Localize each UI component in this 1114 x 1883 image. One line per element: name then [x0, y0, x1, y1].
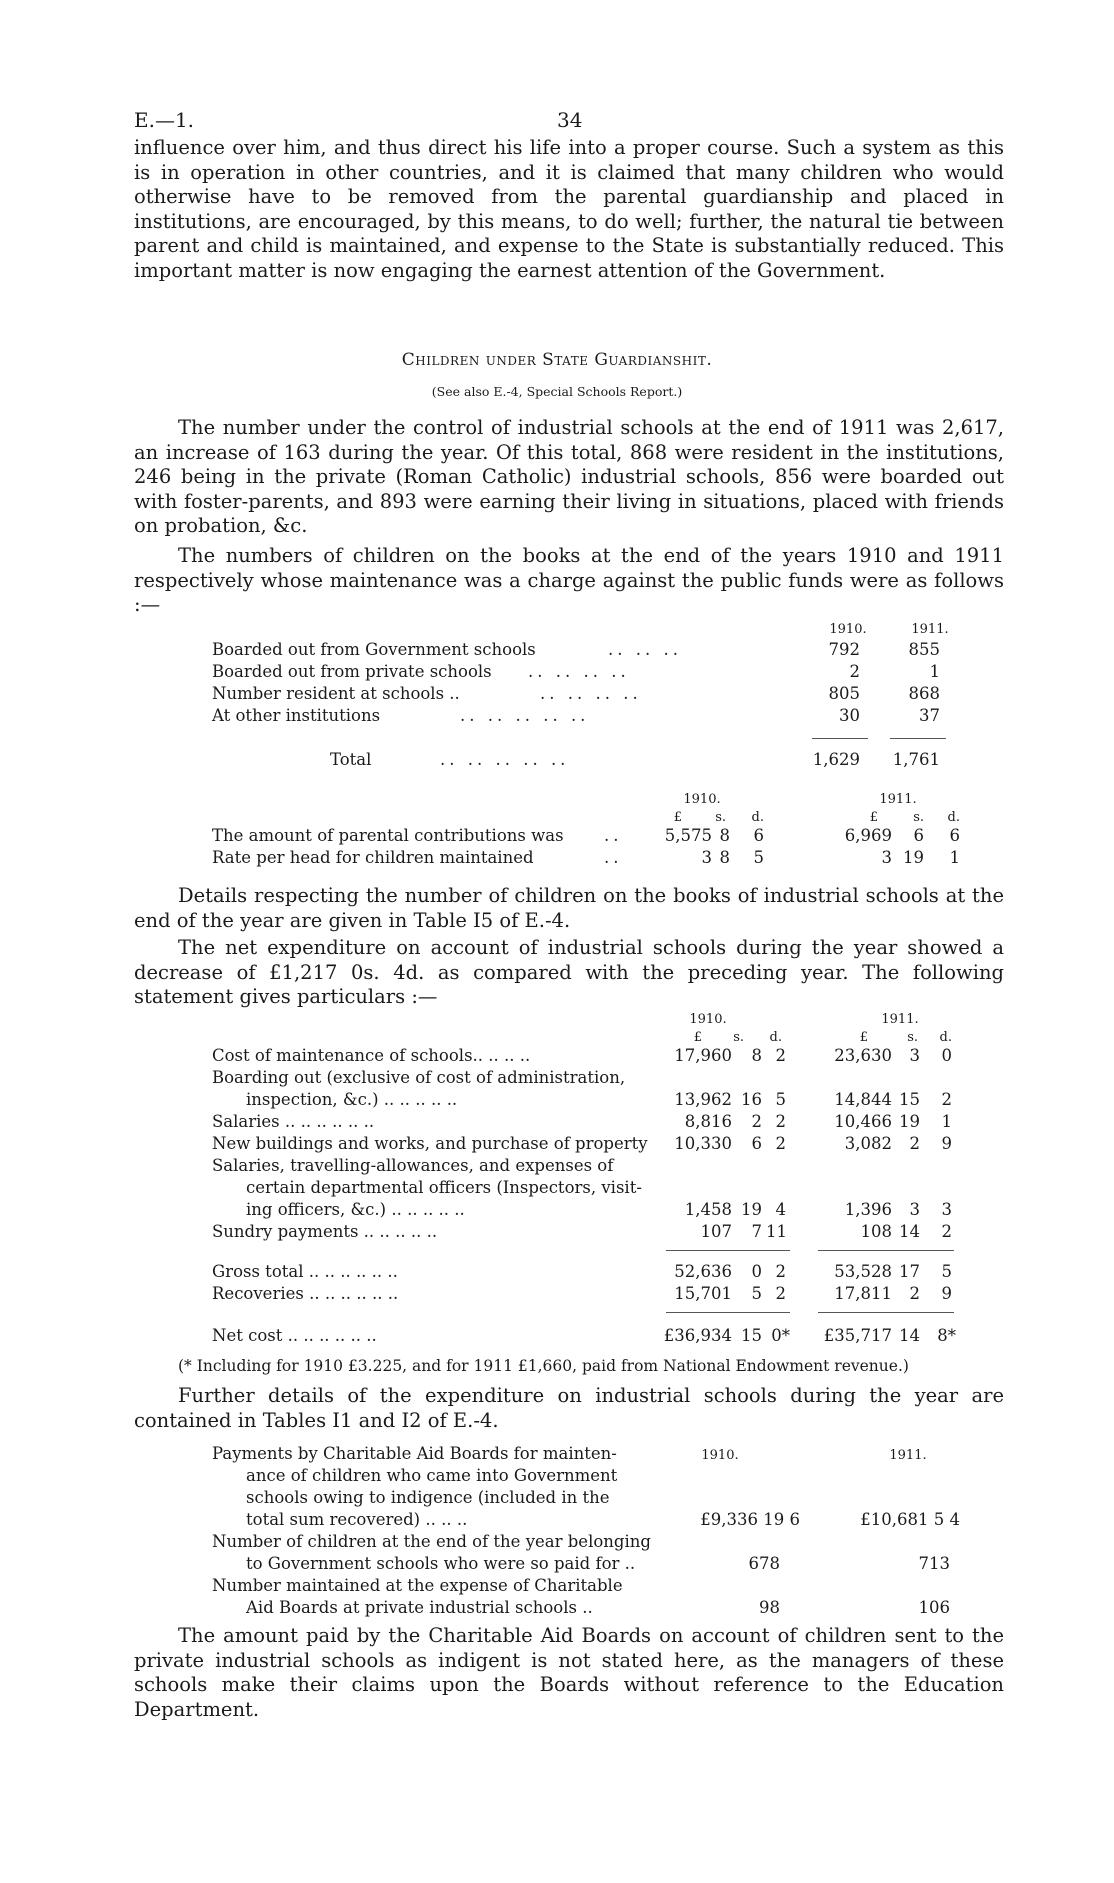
table3-gross-label: Gross total .. .. .. .. .. ..: [212, 1262, 398, 1281]
table4-value-1911: 106: [918, 1598, 950, 1617]
table2-value-1910: 3: [701, 848, 712, 867]
table3-row-label: Cost of maintenance of schools.. .. .. ..: [212, 1046, 531, 1065]
paragraph-details: [134, 884, 1004, 933]
table3-value-1911: 2: [909, 1134, 920, 1153]
table3-year-1911: 1911.: [881, 1012, 919, 1027]
table1-value-1911: 868: [908, 684, 940, 703]
table2-value-1910: 8: [719, 848, 730, 867]
table3-value-1911: 2: [941, 1090, 952, 1109]
table4-year-1910: 1910.: [701, 1448, 739, 1463]
table1-total-1911: 1,761: [892, 750, 940, 769]
table1-value-1910: 2: [849, 662, 860, 681]
table2-shilling-1910: s.: [715, 810, 726, 825]
paragraph-details-text: Details respecting the number of children on the books of industrial schools at the end of the year are given in Table I5 of E.-4.: [134, 884, 1004, 932]
table2-pound-1910: £: [673, 810, 682, 825]
footnote: (* Including for 1910 £3.225, and for 1911 £1,660, paid from National Endowment revenue.): [178, 1357, 909, 1375]
table1-total-dots: .. .. .. .. ..: [440, 750, 570, 769]
table3-net-1911: 8*: [937, 1326, 956, 1345]
table3-value-1910: 8,816: [684, 1112, 732, 1131]
table3-net-rule: [818, 1312, 954, 1313]
table3-value-1910: 2: [775, 1134, 786, 1153]
table1-row-label: Boarded out from private schools: [212, 662, 492, 681]
table3-recoveries-label: Recoveries .. .. .. .. .. ..: [212, 1284, 399, 1303]
table3-row-label: New buildings and works, and purchase of property: [212, 1134, 648, 1153]
table4-value-1910: 678: [748, 1554, 780, 1573]
table3-net-1910: 0*: [771, 1326, 790, 1345]
paragraph-numbers-text: The number under the control of industrial schools at the end of 1911 was 2,617, an increase of 163 during the year. Of this total, 868 were resident in the institutions, 246 being in the private (Roman Catholic) industrial schools, 856 were boarded out with foster-parents, and 893 were earning their living in situations, placed with friends on probation, &c.: [134, 416, 1004, 537]
table3-value-1910: 2: [751, 1112, 762, 1131]
table2-value-1911: 6: [949, 826, 960, 845]
table1-row-dots: .. .. .. ..: [528, 662, 630, 681]
table3-recoveries-1911: 9: [941, 1284, 952, 1303]
table1-row-dots: .. .. ..: [608, 640, 682, 659]
table1-row-label: Boarded out from Government schools: [212, 640, 536, 659]
table2-value-1910: 8: [719, 826, 730, 845]
table2-row-dots: ..: [604, 848, 623, 867]
table2-value-1911: 6: [913, 826, 924, 845]
table3-row-label: Salaries .. .. .. .. .. ..: [212, 1112, 375, 1131]
paragraph-further-details-text: Further details of the expenditure on industrial schools during the year are contained in Tables I1 and I2 of E.-4.: [134, 1384, 1004, 1432]
table3-gross-rule: [818, 1250, 954, 1251]
table3-gross-1910: 0: [751, 1262, 762, 1281]
page-number: 34: [557, 108, 583, 132]
table2-row-label: The amount of parental contributions was: [212, 826, 564, 845]
table2-value-1910: 6: [753, 826, 764, 845]
table4-row-label: schools owing to indigence (included in the: [246, 1488, 610, 1507]
table3-gross-1910: 52,636: [674, 1262, 732, 1281]
table3-value-1911: 3: [909, 1200, 920, 1219]
table3-pence-1911: d.: [939, 1030, 952, 1045]
table3-row-label: Sundry payments .. .. .. .. ..: [212, 1222, 438, 1241]
table3-net-label: Net cost .. .. .. .. .. ..: [212, 1326, 377, 1345]
table3-gross-1910: 2: [775, 1262, 786, 1281]
table3-recoveries-1910: 5: [751, 1284, 762, 1303]
table3-value-1911: 23,630: [834, 1046, 892, 1065]
table3-value-1910: 7: [751, 1222, 762, 1241]
table3-value-1910: 2: [775, 1046, 786, 1065]
table4-value-1910: 98: [759, 1598, 780, 1617]
table3-recoveries-1910: 2: [775, 1284, 786, 1303]
paragraph-numbers: [134, 416, 1004, 539]
table1-value-1910: 792: [828, 640, 860, 659]
table3-value-1911: 3: [909, 1046, 920, 1065]
table2-pence-1910: d.: [751, 810, 764, 825]
table3-value-1911: 9: [941, 1134, 952, 1153]
table3-value-1910: 1,458: [684, 1200, 732, 1219]
paragraph-further-details: [134, 1384, 1004, 1433]
table1-total-rule: [812, 738, 868, 739]
table3-value-1911: 3: [941, 1200, 952, 1219]
table2-pence-1911: d.: [947, 810, 960, 825]
table3-value-1910: 6: [751, 1134, 762, 1153]
table3-value-1911: 19: [899, 1112, 920, 1131]
table3-recoveries-1911: 17,811: [834, 1284, 892, 1303]
paragraph-intro: influence over him, and thus direct his life into a proper course. Such a system as this is in operation in other countries, and it is claimed that many children who would otherwise have to be removed from the parental guardianship and placed in institutions, are encouraged, by this means, to do well; further, the natural tie between parent and child is maintained, and expense to the State is substantially reduced. This important matter is now engaging the earnest attention of the Government.: [134, 136, 1004, 282]
table3-value-1910: 19: [741, 1200, 762, 1219]
paragraph-charitable-boards-text: The amount paid by the Charitable Aid Boards on account of children sent to the private industrial schools as indigent is not stated here, as the managers of these schools make their claims upon the Boards without reference to the Education Department.: [134, 1624, 1004, 1721]
table4-value-1910: £9,336 19 6: [700, 1510, 800, 1529]
table3-shilling-1910: s.: [733, 1030, 744, 1045]
table1-total-rule: [890, 738, 946, 739]
section-subheading: (See also E.-4, Special Schools Report.): [431, 384, 683, 399]
table3-net-1911: 14: [899, 1326, 920, 1345]
paragraph-expenditure: [134, 936, 1004, 1010]
table2-row-dots: ..: [604, 826, 623, 845]
table3-gross-1911: 5: [941, 1262, 952, 1281]
table3-value-1911: 1: [941, 1112, 952, 1131]
paragraph-expenditure-text: The net expenditure on account of industrial schools during the year showed a decrease of £1,217 0s. 4d. as compared with the preceding year. The following statement gives particulars :—: [134, 936, 1004, 1008]
table3-value-1911: 10,466: [834, 1112, 892, 1131]
table1-year-1910: 1910.: [829, 622, 867, 637]
table4-row-label: to Government schools who were so paid for ..: [246, 1554, 636, 1573]
document-code: E.—1.: [134, 108, 195, 132]
table2-pound-1911: £: [869, 810, 878, 825]
table3-value-1910: 16: [741, 1090, 762, 1109]
table3-row-label: Salaries, travelling-allowances, and expenses of: [212, 1156, 614, 1175]
table3-net-1911: £35,717: [823, 1326, 892, 1345]
table1-row-dots: .. .. .. ..: [540, 684, 642, 703]
table4-value-1911: £10,681 5 4: [860, 1510, 960, 1529]
table1-value-1910: 30: [839, 706, 860, 725]
table3-pound-1910: £: [693, 1030, 702, 1045]
table4-year-1911: 1911.: [889, 1448, 927, 1463]
table1-total-1910: 1,629: [812, 750, 860, 769]
table3-value-1911: 14: [899, 1222, 920, 1241]
table2-value-1911: 19: [903, 848, 924, 867]
table3-net-1910: £36,934: [663, 1326, 732, 1345]
table3-shilling-1911: s.: [907, 1030, 918, 1045]
table4-row-label: Aid Boards at private industrial schools ..: [246, 1598, 593, 1617]
table2-row-label: Rate per head for children maintained: [212, 848, 534, 867]
table1-value-1911: 855: [908, 640, 940, 659]
table3-gross-rule: [666, 1250, 790, 1251]
table2-value-1910: 5,575: [664, 826, 712, 845]
paragraph-maintenance-text: The numbers of children on the books at the end of the years 1910 and 1911 respectively whose maintenance was a charge against the public funds were as follows :—: [134, 544, 1004, 616]
table4-row-label: ance of children who came into Government: [246, 1466, 618, 1485]
table1-value-1911: 1: [929, 662, 940, 681]
table3-recoveries-1910: 15,701: [674, 1284, 732, 1303]
table2-year-1910: 1910.: [683, 792, 721, 807]
table2-value-1911: 6,969: [844, 826, 892, 845]
table3-row-label: certain departmental officers (Inspectors, visit-: [246, 1178, 642, 1197]
table3-value-1911: 15: [899, 1090, 920, 1109]
table4-row-label: Payments by Charitable Aid Boards for mainten-: [212, 1444, 617, 1463]
paragraph-maintenance: [134, 544, 1004, 618]
table4-value-1911: 713: [918, 1554, 950, 1573]
table1-year-1911: 1911.: [911, 622, 949, 637]
table3-gross-1911: 17: [899, 1262, 920, 1281]
table3-row-label: inspection, &c.) .. .. .. .. ..: [246, 1090, 458, 1109]
table3-row-label: Boarding out (exclusive of cost of administration,: [212, 1068, 626, 1087]
table1-value-1911: 37: [919, 706, 940, 725]
table2-value-1910: 5: [753, 848, 764, 867]
table3-value-1911: 3,082: [844, 1134, 892, 1153]
table3-value-1911: 1,396: [844, 1200, 892, 1219]
table1-row-label: At other institutions: [212, 706, 381, 725]
table2-value-1911: 3: [881, 848, 892, 867]
paragraph-charitable-boards: [134, 1624, 1004, 1722]
table3-net-rule: [666, 1312, 790, 1313]
table3-value-1911: 0: [941, 1046, 952, 1065]
table3-value-1911: 14,844: [834, 1090, 892, 1109]
table4-row-label: Number of children at the end of the year belonging: [212, 1532, 651, 1551]
table3-value-1910: 13,962: [674, 1090, 732, 1109]
table1-row-dots: .. .. .. .. ..: [460, 706, 590, 725]
table3-value-1911: 2: [941, 1222, 952, 1241]
table3-value-1910: 17,960: [674, 1046, 732, 1065]
table2-shilling-1911: s.: [913, 810, 924, 825]
table3-value-1910: 11: [766, 1222, 787, 1241]
table3-value-1911: 108: [860, 1222, 892, 1241]
section-heading: Children under State Guardianshit.: [401, 350, 713, 370]
table3-year-1910: 1910.: [689, 1012, 727, 1027]
table1-value-1910: 805: [828, 684, 860, 703]
table3-value-1910: 8: [751, 1046, 762, 1065]
table3-value-1910: 10,330: [674, 1134, 732, 1153]
table4-row-label: total sum recovered) .. .. ..: [246, 1510, 468, 1529]
table3-gross-1911: 53,528: [834, 1262, 892, 1281]
table3-value-1910: 5: [775, 1090, 786, 1109]
table3-value-1910: 2: [775, 1112, 786, 1131]
table3-row-label: ing officers, &c.) .. .. .. .. ..: [246, 1200, 465, 1219]
table1-row-label: Number resident at schools ..: [212, 684, 460, 703]
table2-year-1911: 1911.: [879, 792, 917, 807]
table3-value-1910: 107: [700, 1222, 732, 1241]
table3-recoveries-1911: 2: [909, 1284, 920, 1303]
table2-value-1911: 1: [949, 848, 960, 867]
table3-pence-1910: d.: [769, 1030, 782, 1045]
table3-pound-1911: £: [859, 1030, 868, 1045]
table3-net-1910: 15: [741, 1326, 762, 1345]
table4-row-label: Number maintained at the expense of Charitable: [212, 1576, 623, 1595]
table3-value-1910: 4: [775, 1200, 786, 1219]
table1-total-label: Total: [330, 750, 372, 769]
